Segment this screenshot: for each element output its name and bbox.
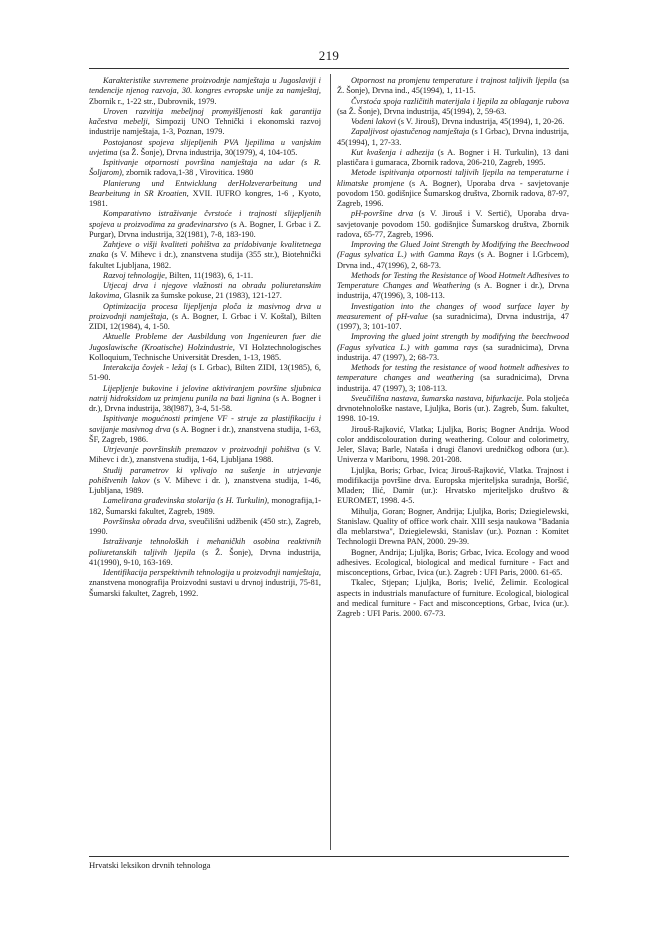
bibliography-entry: [337, 117, 569, 127]
bibliography-entry: [89, 414, 321, 445]
bibliography-entry: [337, 271, 569, 302]
bibliography-entry: [89, 209, 321, 240]
entry-title: Identifikacija perspektivnih tehnologija u proizvodnji namještaja,: [103, 568, 321, 577]
entry-details: (sa suradnicima), Drvna industrija. 47 (1997), 3; 108-113.: [337, 373, 569, 393]
entry-details: (s I Grbac), Drvna industrija, 45(1994), 1, 27-33.: [337, 127, 569, 147]
entry-details: (s Ž. Šonje), Drvna industrija, 41(1990), 9-10, 163-169.: [89, 547, 321, 567]
left-column: [89, 76, 321, 599]
column-divider: [330, 74, 331, 850]
entry-details: (s A. Bogner, I. Grbac i Z. Purgar), Drvna industrija, 32(1981), 7-8, 183-190.: [89, 219, 321, 239]
bibliography-entry: [337, 548, 569, 579]
entry-details: XVII. IUFRO kongres, 1-6 , Kyoto, 1981.: [89, 188, 321, 208]
entry-title: Karakteristike suvremene proizvodnje namještaja u Jugoslaviji i tendencije njenog razvoja, 30. kongres evropske unije za namještaj,: [89, 76, 321, 96]
entry-details: (s V. Mihevc i dr.), znanstvena studija (355 str.), Biotehnički fakultet Ljubljana, 1982.: [89, 250, 321, 270]
bottom-rule: [89, 856, 569, 857]
entry-details: sveučilišni udžbenik (450 str.), Zagreb, 1990.: [89, 516, 321, 536]
bibliography-entry: [337, 127, 569, 148]
bibliography-entry: [89, 363, 321, 384]
bibliography-entry: [89, 107, 321, 138]
bibliography-entry: [337, 466, 569, 507]
entry-details: Tkalec, Stjepan; Ljuljka, Boris; Ivelić, Želimir. Ecological aspects in industrials manufacture of furniture. Ecological, biological and medical furniture - Fact and misconceptions, Grbac, Ivica (ur.). Zagreb : UFI Paris. 2000. 67-73.: [337, 578, 569, 618]
entry-title: Metode ispitivanja otpornosti taljivih ljepila na temperaturne i klimatske promjene: [337, 168, 569, 188]
bibliography-entry: [89, 271, 321, 281]
entry-title: Površinska obrada drva,: [103, 516, 187, 526]
entry-details: Mihulja, Goran; Bogner, Andrija; Ljuljka, Boris; Dziegielewski, Stanislaw. Quality of office work chair. XIII sesja naukowa "Badania dla meblarstwa", Dziegielewski, Stanislav (ur.). Poznan : Komitet Technologii Drewna PAN, 2000. 29-39.: [337, 506, 569, 547]
bibliography-entry: [89, 179, 321, 210]
entry-title: Interakcija čovjek - ležaj: [103, 363, 188, 372]
entry-details: Ljuljka, Boris; Grbac, Ivica; Jirouš-Rajković, Vlatka. Trajnost i modifikacija površine drva. Europska mjeriteljska suradnja, Boršić, Mladen; Ilić, Damir (ur.): Hrvatsko mjeriteljsko društvo & EUROMET, 1998. 4-5.: [337, 465, 569, 506]
entry-details: Bilten, 11(1983), 6, 1-11.: [167, 270, 254, 280]
entry-title: Istraživanje tehnoloških i mehaničkih osobina reaktivnih poliuretanskih taljivih ljepila: [89, 537, 321, 557]
entry-details: (sa suradnicima), Drvna industrija, 47 (1997), 3; 101-107.: [337, 311, 569, 331]
bibliography-entry: [337, 97, 569, 118]
entry-title: Vodeni lakovi: [351, 117, 396, 126]
entry-details: Bogner, Andrija; Ljuljka, Boris; Grbac, Ivica. Ecology and wood adhesives. Ecological, biological and medical furniture - Fact and misconceptions, Grbac, Ivica (ur.). Zagreb : UFI Paris, 2000. 61-65.: [337, 547, 569, 577]
bibliography-entry: [89, 138, 321, 159]
bibliography-entry: [89, 281, 321, 302]
entry-title: Postojanost spojeva slijepljenih PVA ljepilima u vanjskim uvjetima: [89, 137, 321, 157]
bibliography-entry: [89, 496, 321, 517]
entry-details: (s V. Mihevc i dr. ), znanstvena studija, 1-46, Ljubljana, 1989.: [89, 475, 321, 495]
entry-details: (sa Ž. Šonje), Drvna ind., 45(1994), 1, 11-15.: [337, 76, 569, 96]
entry-title: Lijepljenje bukovine i jelovine aktiviranjem površine sljubnica natrij hidroksidom uz primjenu punila na bazi lignina: [89, 383, 321, 403]
bibliography-entry: [89, 445, 321, 466]
entry-title: Zahtjeve o višji kvaliteti pohištva za pridobivanje kvalitetnega znaka: [89, 240, 321, 260]
bibliography-entry: [89, 158, 321, 179]
bibliography-entry: [337, 148, 569, 169]
entry-title: Improving the glued joint strength by modifying the beechwood (Fagus sylvatica L.) with gamma rays: [337, 332, 569, 352]
entry-title: Methods for testing the resistance of wood hotmelt adhesives to temperature changes and weathering: [337, 363, 569, 383]
entry-details: zbornik radova,1-38 , Virovitica. 1980: [123, 168, 254, 178]
entry-title: Otpornost na promjenu temperature i trajnost taljivih ljepila: [351, 76, 557, 85]
entry-details: (s V. Jirouš), Drvna industrija, 45(1994), 1, 20-26.: [395, 117, 565, 126]
entry-details: VI Holztechnologisches Kolloquium, Technische Universität Dresden, 1-13, 1985.: [89, 342, 322, 362]
bibliography-entry: [89, 517, 321, 538]
entry-title: Studij parametrov ki vplivajo na sušenje in utrjevanje pohištvenih lakov: [89, 465, 321, 485]
bibliography-entry: [337, 332, 569, 363]
bibliography-entry: [337, 394, 569, 425]
entry-title: Čvrstoća spoja različitih materijala i ljepila za oblaganje rubova: [351, 96, 569, 106]
entry-title: Razvoj tehnologije,: [103, 270, 168, 280]
bibliography-entry: [337, 240, 569, 271]
entry-title: Komparativno istraživanje čvrstoće i trajnosti slijepljenih spojeva u proizvodima za građevinarstvo: [89, 209, 321, 229]
entry-details: Simpozij UNO Tehnički i ekonomski razvoj industrije namještaja, 1-3, Poznan, 1979.: [89, 117, 321, 137]
entry-details: (s A. Bogner, I. Grbac i V. Koštal), Bilten ZIDI, 12(1984), 4, 1-50.: [89, 311, 321, 331]
right-column: [337, 76, 569, 619]
entry-title: Planierung und Entwicklung derHolzverarbeitung und Bearbeitung in SR Kroatien,: [89, 178, 321, 198]
entry-details: Jirouš-Rajković, Vlatka; Ljuljka, Boris; Bogner Andrija. Wood color anddiscolouration during weathering. Colour and colorimetry, Jeler, Slava; Barle, Nataša i drugi članovi uredničkog odbora (ur.). Univerza v Mariboru, 1998. 201-208.: [337, 424, 569, 465]
bibliography-entry: [89, 76, 321, 107]
entry-details: (s I. Grbac), Bilten ZIDI, 13(1985), 6, 51-90.: [89, 363, 322, 383]
bibliography-entry: [89, 302, 321, 333]
entry-title: Utrjevanje površinskih premazov v proizvodnji pohištva: [103, 445, 300, 454]
bibliography-entry: [337, 209, 569, 240]
entry-title: Uroven razvitija mebeljnoj promyišljenosti kak garantija kačestva mebelji,: [89, 106, 321, 126]
bibliography-entry: [89, 466, 321, 497]
bibliography-entry: [337, 425, 569, 466]
bibliography-entry: [337, 578, 569, 619]
entry-title: Methods for Testing the Resistance of Wood Hotmelt Adhesives to Temperature Changes and Weathering: [337, 270, 569, 290]
entry-details: (s V. Mihevc i dr.), znanstvena studija, 1-64, Ljubljana 1988.: [89, 445, 321, 465]
entry-details: (sa suradnicima), Drvna industrija. 47 (1997), 2; 68-73.: [337, 342, 569, 362]
entry-title: Aktuelle Probleme der Ausbildung von Ingenieuren fuer die Jugoslawische (Kroatische) Holzindustrie,: [89, 332, 321, 352]
bibliography-entry: [337, 302, 569, 333]
bibliography-entry: [337, 168, 569, 209]
bibliography-entry: [337, 363, 569, 394]
entry-details: (s A. Bogner i I.Grbcem), Drvna ind., 47(1996), 2, 68-73.: [337, 250, 569, 270]
bibliography-entry: [89, 537, 321, 568]
entry-title: pH-površine drva: [351, 209, 414, 219]
bibliography-entry: [89, 332, 321, 363]
entry-title: Sveučilišna nastava, šumarska nastava, bifurkacije.: [351, 393, 525, 403]
entry-details: (s A. Bogner), Uporaba drva - savjetovanje povodom 150. godišnjice Šumarskog društva, Zbornik radova, 87-97, Zagreb, 1996.: [337, 178, 569, 208]
entry-details: Zbornik r., 1-22 str., Dubrovnik, 1979.: [89, 96, 217, 106]
entry-details: (s A. Bogner i dr.), Drvna industrija, 38(l987), 3-4, 51-58.: [89, 393, 321, 413]
entry-title: Ispitivanje otpornosti površina namještaja na udar (s R. Šoljarom),: [89, 158, 321, 178]
entry-title: Lamelirana građevinska stolarija (s H. Turkulin),: [103, 496, 270, 506]
entry-details: Pola stoljeća drvnotehnološke nastave, Ljuljka, Boris (ur.). Zagreb, Šum. fakultet, 1998. 10-19.: [337, 393, 569, 424]
entry-details: Glasnik za šumske pokuse, 21 (1983), 121-127.: [121, 291, 282, 301]
footer-text: Hrvatski leksikon drvnih tehnologa: [89, 860, 211, 870]
entry-details: monografija,1-182, Šumarski fakultet, Zagreb, 1989.: [89, 496, 321, 516]
entry-title: Ispitivanje mogućnosti primjene VF - struje za plastifikaciju i savijanje masivnog drva: [89, 414, 321, 434]
top-rule: [89, 68, 569, 69]
entry-title: Improving the Glued Joint Strength by Modifying the Beechwood (Fagus sylvatica L.) with Gamma Rays: [337, 240, 569, 260]
entry-details: znanstvena monografija Proizvodni sustavi u drvnoj industriji, 75-81, Šumarski fakultet, Zagreb, 1992.: [89, 578, 321, 598]
entry-details: (sa Ž. Šonje), Drvna industrija, 45(1994), 2, 59-63.: [337, 106, 507, 116]
entry-title: Utjecaj drva i njegove vlažnosti na obradu poliuretanskim lakovima,: [89, 281, 321, 301]
entry-title: Investigation into the changes of wood surface layer by measurement of pH-value: [337, 301, 569, 321]
entry-title: Kut kvašenja i adhezija: [351, 147, 434, 157]
entry-details: (sa Ž. Šonje), Drvna industrija, 30(1979), 4, 104-105.: [117, 147, 298, 157]
entry-details: (s A. Bogner i dr.), znanstvena studija, 1-63, ŠF, Zagreb, 1986.: [89, 424, 321, 444]
entry-title: Zapaljivost ojastučenog namještaja: [351, 127, 470, 137]
entry-details: (s A. Bogner i H. Turkulin), 13 dani plastičara i gumaraca, Zbornik radova, 206-210, Zagreb, 1995.: [337, 147, 569, 167]
entry-details: (s V. Jirouš i V. Sertić), Uporaba drva- savjetovanje povodom 150. godišnjice Šumarskog društva, Zbornik radova, 65-77, Zagreb, 1996.: [337, 209, 569, 239]
bibliography-entry: [337, 76, 569, 97]
entry-details: (s A. Bogner i dr.), Drvna industrija, 47(1996), 3, 108-113.: [337, 281, 569, 301]
bibliography-entry: [89, 568, 321, 599]
bibliography-entry: [337, 507, 569, 548]
bibliography-entry: [89, 384, 321, 415]
entry-title: Optimizacija procesa lijepljenja ploča iz masivnog drva u proizvodnji namještaja,: [89, 301, 321, 321]
page-number: 219: [318, 48, 340, 63]
bibliography-entry: [89, 240, 321, 271]
